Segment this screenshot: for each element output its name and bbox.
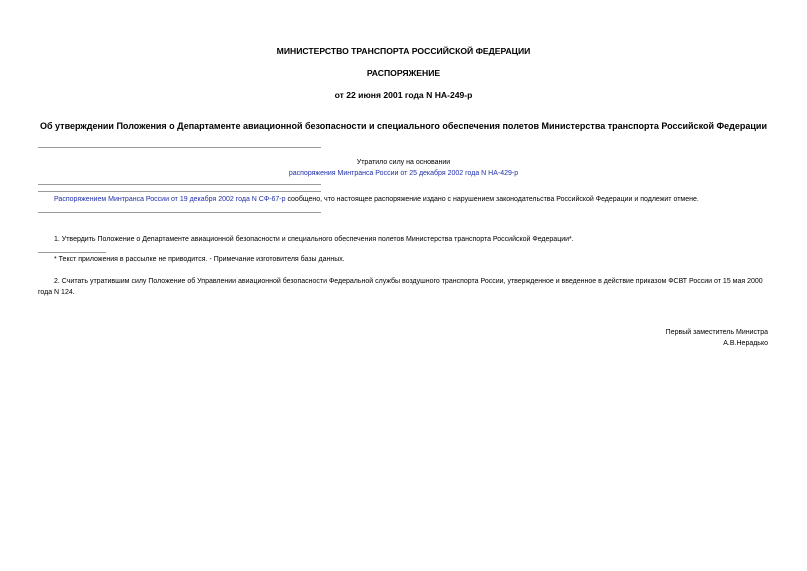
repealed-order-link[interactable]: распоряжения Минтранса России от 25 декабря 2002 года N НА-429-р	[288, 170, 519, 177]
document-date-number: от 22 июня 2001 года N НА-249-р	[334, 90, 473, 100]
footnote-text: * Текст приложения в рассылке не приводится. - Примечание изготовителя базы данных.	[54, 256, 345, 263]
note-order-link[interactable]: Распоряжением Минтранса России от 19 декабря 2002 года N СФ-67-р	[54, 196, 286, 203]
divider-line	[38, 191, 321, 192]
repealed-status-text: Утратило силу на основании	[356, 159, 451, 166]
item-2-paragraph: 2. Считать утратившим силу Положение об Управлении авиационной безопасности Федеральной службы воздушного транспорта России, утвержденное и введенное в действие приказом ФСВТ России от 15 мая 2000 года N 124.	[38, 278, 763, 296]
signatory-position: Первый заместитель Министра	[665, 329, 768, 336]
signatory-name: А.В.Нерадько	[723, 340, 768, 347]
footnote-divider	[38, 252, 106, 253]
divider-line	[38, 212, 321, 213]
divider-line	[38, 184, 321, 185]
item-1-paragraph: 1. Утвердить Положение о Департаменте авиационной безопасности и специального обеспечения полетов Министерства транспорта Российской Федерации*.	[54, 236, 574, 243]
divider-line	[38, 147, 321, 148]
repeal-note	[54, 196, 699, 203]
document-title: Об утверждении Положения о Департаменте авиационной безопасности и специального обеспечения полетов Министерства транспорта Российской Федерации	[39, 121, 767, 131]
ministry-heading: МИНИСТЕРСТВО ТРАНСПОРТА РОССИЙСКОЙ ФЕДЕРАЦИИ	[276, 46, 531, 56]
note-text: сообщено, что настоящее распоряжение издано с нарушением законодательства Российской Федерации и подлежит отмене.	[285, 196, 699, 203]
document-type-heading: РАСПОРЯЖЕНИЕ	[366, 68, 441, 78]
